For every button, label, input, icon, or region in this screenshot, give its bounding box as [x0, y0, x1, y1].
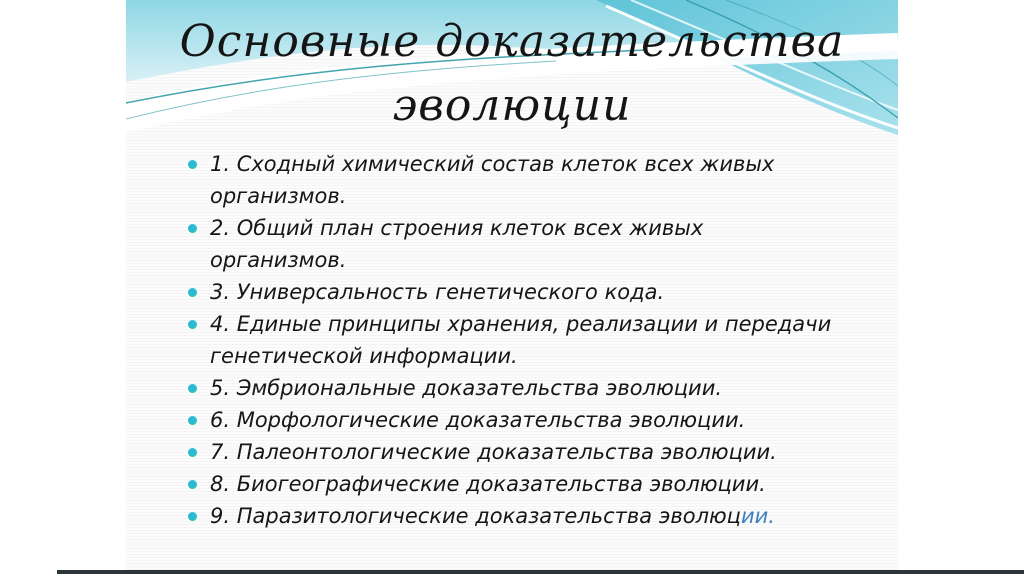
bullet-text-main: 7. Палеонтологические доказательства эволюции. — [210, 440, 777, 464]
bullet-text-main: 9. Паразитологические доказательства эволюц — [210, 504, 741, 528]
bullet-icon — [188, 416, 197, 425]
bullet-text — [210, 372, 844, 404]
bullet-icon — [188, 512, 197, 521]
bullet-icon — [188, 480, 197, 489]
bullet-icon — [188, 384, 197, 393]
bottom-bar — [57, 570, 1024, 574]
bullet-icon — [188, 224, 197, 233]
list-item — [188, 500, 844, 532]
bullet-icon — [188, 448, 197, 457]
list-item — [188, 436, 844, 468]
bullet-text-accent: ии. — [740, 504, 775, 528]
bullet-icon — [188, 320, 197, 329]
bullet-text — [210, 404, 844, 436]
bullet-text — [210, 500, 844, 532]
bullet-text-main: 2. Общий план строения клеток всех живых организмов. — [210, 216, 704, 272]
slide-title-line2: эволюции — [392, 80, 632, 131]
list-item — [188, 404, 844, 436]
list-item — [188, 308, 844, 372]
slide-title — [126, 10, 898, 138]
bullet-text-main: 5. Эмбриональные доказательства эволюции. — [210, 376, 723, 400]
list-item — [188, 468, 844, 500]
bullet-text-main: 1. Сходный химический состав клеток всех живых организмов. — [210, 152, 775, 208]
bullet-text-main: 6. Морфологические доказательства эволюции. — [210, 408, 746, 432]
list-item — [188, 276, 844, 308]
bullet-text — [210, 212, 844, 276]
bullet-text-main: 8. Биогеографические доказательства эволюции. — [210, 472, 766, 496]
bullet-text-main: 4. Единые принципы хранения, реализации и передачи генетической информации. — [210, 312, 832, 368]
bullet-text-main: 3. Универсальность генетического кода. — [210, 280, 665, 304]
presentation-slide — [126, 0, 898, 574]
bullet-icon — [188, 288, 197, 297]
slide-title-line1: Основные доказательства — [179, 16, 845, 67]
list-item — [188, 148, 844, 212]
list-item — [188, 372, 844, 404]
bullet-text — [210, 468, 844, 500]
bullet-icon — [188, 160, 197, 169]
list-item — [188, 212, 844, 276]
bullet-text — [210, 148, 844, 212]
bullet-text — [210, 308, 844, 372]
bullet-list — [188, 148, 844, 532]
bullet-text — [210, 436, 844, 468]
bullet-text — [210, 276, 844, 308]
